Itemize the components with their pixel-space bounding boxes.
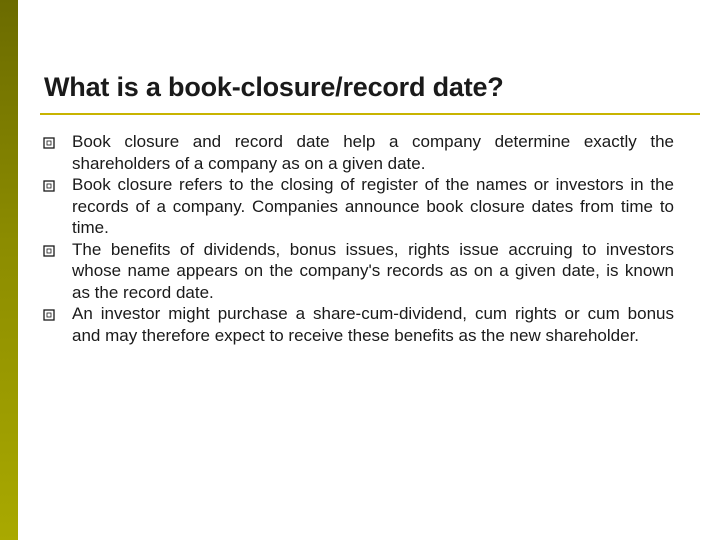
bullet-item [42,131,674,174]
side-accent-bar [0,0,18,540]
bullet-item [42,239,674,304]
bullet-item [42,174,674,239]
open-square-bullet-icon [42,137,56,149]
bullet-text: The benefits of dividends, bonus issues, rights issue accruing to investors whose name appears on the company's records as on a given date, is known as the record date. [72,239,674,302]
bullet-text: Book closure and record date help a company determine exactly the shareholders of a company as on a given date. [72,132,674,173]
bullet-item [42,303,674,346]
bullet-text: Book closure refers to the closing of register of the names or investors in the records of a company. Companies announce book closure dates from time to time. [72,175,674,237]
bullet-text: An investor might purchase a share-cum-dividend, cum rights or cum bonus and may therefore expect to receive these benefits as the new shareholder. [72,304,674,345]
title-underline [40,113,700,115]
open-square-bullet-icon [42,245,56,257]
bullet-list [42,131,674,346]
slide-title: What is a book-closure/record date? [44,72,504,102]
open-square-bullet-icon [42,180,56,192]
open-square-bullet-icon [42,309,56,321]
